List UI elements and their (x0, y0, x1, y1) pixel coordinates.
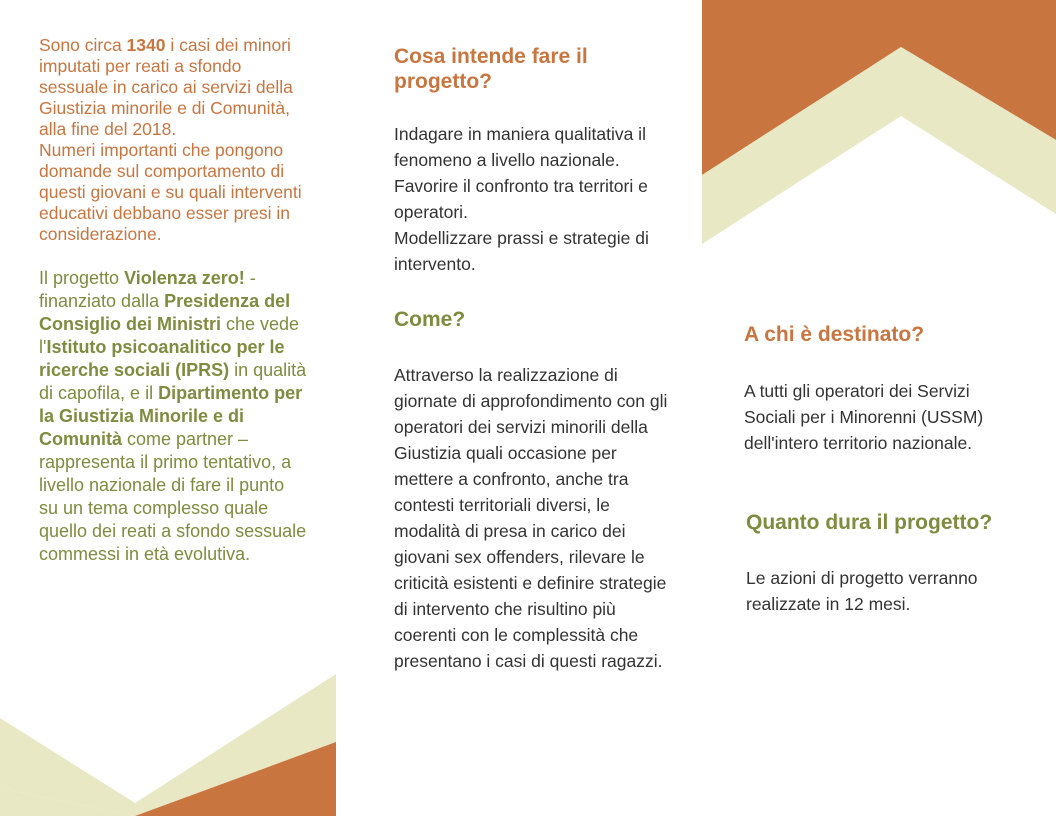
project-text: come partner – rappresenta il primo tentativo, a livello nazionale di fare il punto su un tema complesso quale quello dei reati a sfondo sessuale commessi in età evolutiva. (39, 429, 307, 564)
lead-partner-name: Istituto psicoanalitico per le ricerche sociali (IPRS) (39, 337, 285, 380)
project-paragraph (39, 267, 307, 566)
duration-heading: Quanto dura il progetto? (746, 511, 993, 534)
target-body: A tutti gli operatori dei Servizi Sociali per i Minorenni (USSM) dell'intero territorio nazionale. (744, 381, 984, 453)
intro-text: Sono circa (39, 35, 127, 55)
intro-text: Numeri importanti che pongono domande sul comportamento di questi giovani e su quali interventi educativi debbano esser presi in considerazione. (39, 140, 302, 244)
what-body (394, 121, 669, 277)
what-line: Favorire il confronto tra territori e operatori. (394, 176, 648, 222)
project-text: che vede l' (39, 314, 300, 357)
how-body: Attraverso la realizzazione di giornate di approfondimento con gli operatori dei servizi minorili della Giustizia quali occasione per mettere a confronto, anche tra contesti territoriali diversi, le modalità di presa in carico dei giovani sex offenders, rilevare le criticità esistenti e definire strategie di intervento che risultino più coerenti con le complessità che presentano i casi di questi ragazzi. (394, 365, 668, 671)
intro-text: i casi dei minori imputati per reati a sfondo sessuale in carico ai servizi della Giustizia minorile e di Comunità, alla fine del 2018. (39, 35, 293, 139)
what-heading: Cosa intende fare il progetto? (394, 45, 588, 93)
what-line: Modellizzare prassi e strategie di intervento. (394, 228, 649, 274)
how-heading: Come? (394, 308, 466, 331)
target-heading: A chi è destinato? (744, 323, 925, 346)
project-name: Violenza zero! (124, 268, 245, 288)
project-text: Il progetto (39, 268, 125, 288)
column-objectives (394, 44, 669, 674)
what-line: Indagare in maniera qualitativa il fenomeno a livello nazionale. (394, 124, 646, 170)
intro-paragraph (39, 35, 307, 245)
funder-name: Presidenza del Consiglio dei Ministri (39, 291, 291, 334)
project-text: in qualità di capofila, e il (39, 360, 307, 403)
duration-body: Le azioni di progetto verranno realizzate in 12 mesi. (746, 568, 978, 614)
column-intro (39, 35, 307, 566)
case-count: 1340 (126, 35, 166, 55)
project-text: - finanziato dalla (39, 268, 256, 311)
partner-name: Dipartimento per la Giustizia Minorile e di Comunità (39, 383, 303, 449)
column-target (744, 322, 1026, 617)
